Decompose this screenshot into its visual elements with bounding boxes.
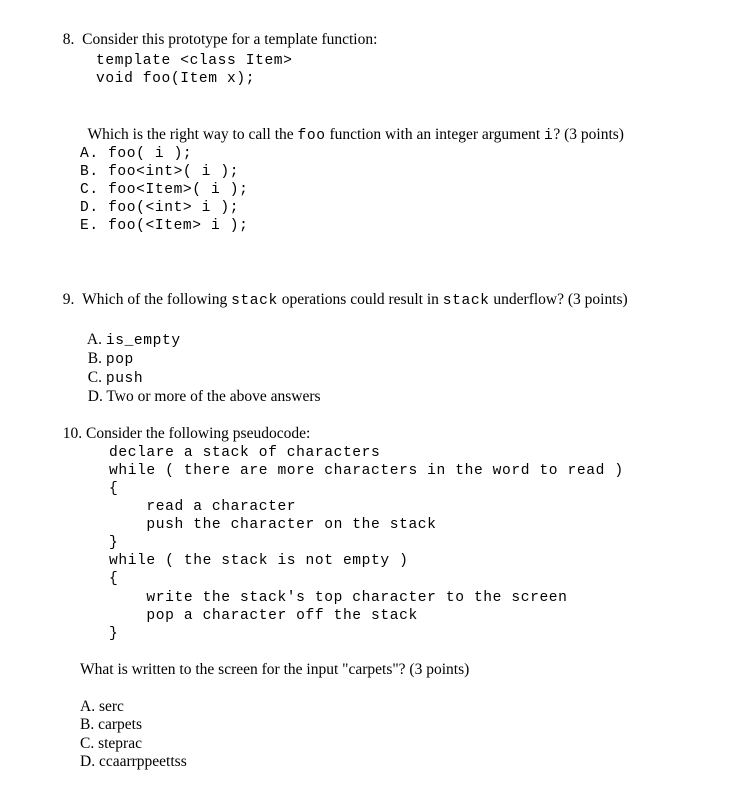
q9-question-points: underflow? (3 points) [489,291,628,308]
q8-prompt-line [55,13,377,49]
q10-option-c: C. steprac [80,735,142,752]
q9-option-c-letter: C. [87,369,106,386]
q10-code-line-4: read a character [109,499,297,515]
q8-question-points: ? (3 points) [553,126,624,143]
q10-code-line-7: while ( the stack is not empty ) [109,553,409,569]
q10-question: What is written to the screen for the input "carpets"? (3 points) [80,661,470,678]
q10-code-line-1: declare a stack of characters [109,445,381,461]
q10-code-line-11: } [109,626,119,642]
q8-code-line-2: void foo(Item x); [96,71,256,87]
q10-code-line-6: } [109,535,119,551]
q8-question-text: Which is the right way to call the [87,126,298,143]
q9-option-a-letter: A. [86,331,106,348]
q8-option-e: E. foo(<Item> i ); [80,218,249,234]
q10-option-d: D. ccaarrppeettss [80,753,187,770]
q9-option-d-letter: D. [87,388,107,405]
q9-question [55,273,628,310]
q9-option-b-letter: B. [87,350,106,367]
q8-question-code-foo: foo [297,128,326,144]
q8-option-b: B. foo<int>( i ); [80,164,240,180]
q9-number: 9. [62,291,75,308]
q10-option-a: A. serc [80,698,124,715]
q8-question [80,108,624,145]
q8-question-code-i: i [544,128,554,144]
q10-code-line-10: pop a character off the stack [109,608,418,624]
q9-option-d-text: Two or more of the above answers [106,388,321,405]
q8-option-c: C. foo<Item>( i ); [80,182,249,198]
q9-option-c-text: push [105,371,144,387]
q8-option-d: D. foo(<int> i ); [80,200,240,216]
q10-code-line-9: write the stack's top character to the screen [109,590,568,606]
q10-number: 10. [62,425,83,442]
q8-number: 8. [62,31,75,48]
q10-option-b: B. carpets [80,716,142,733]
q10-code-line-3: { [109,481,119,497]
q8-code-line-1: template <class Item> [96,53,293,69]
q9-option-d [80,370,321,406]
q9-option-a-text: is_empty [105,333,181,349]
q10-code-line-5: push the character on the stack [109,517,437,533]
q9-question-code-stack-2: stack [442,293,490,309]
q8-prompt: Consider this prototype for a template function: [82,31,378,48]
q9-question-text-mid: operations could result in [277,291,443,308]
q8-option-a: A. foo( i ); [80,146,193,162]
q9-question-text: Which of the following [82,291,232,308]
q8-question-text-mid: function with an integer argument [325,126,545,143]
q9-option-b-text: pop [105,352,134,368]
q9-question-code-stack-1: stack [231,293,278,309]
q10-code-line-2: while ( there are more characters in the word to read ) [109,463,624,479]
q10-prompt: Consider the following pseudocode: [86,425,311,442]
q10-prompt-line [55,407,310,443]
q10-code-line-8: { [109,571,119,587]
